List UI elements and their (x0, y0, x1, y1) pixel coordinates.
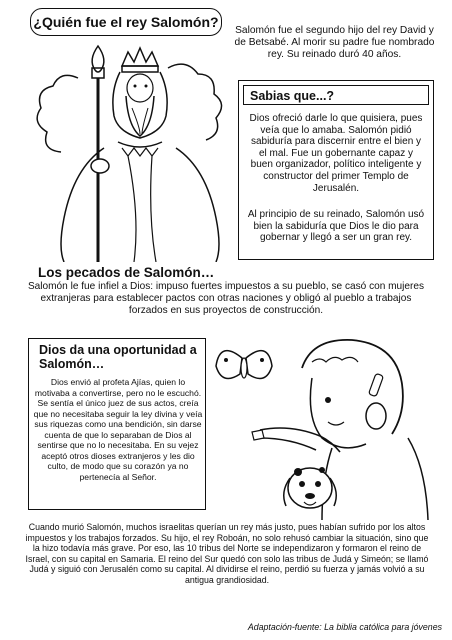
sabias-que-paragraph-1: Dios ofreció darle lo que quisiera, pues veía que lo amaba. Salomón pidió sabiduría para discernir entre el bien y el mal. Fue un gobernante capaz y buen organizador, político inteligente y constructor del primer Templo de Jerusalén. (249, 113, 423, 194)
pecados-heading: Los pecados de Salomón… (38, 265, 215, 280)
oportunidad-body: Dios envió al profeta Ajías, quien lo motivaba a convertirse, pero no le escuchó. Se sentía el único juez de sus actos, creía que no necesitaba seguir la ley divina y veía sus riquezas como una bendición, sin darse cuenta de que lo separaban de Dios al sentirse que no lo necesitaba. En su vejez aceptó otros dioses extranjeros y les dio culto, de modo que su corazón ya no pertenecía al Señor. (33, 377, 203, 482)
king-solomon-illustration (18, 38, 238, 262)
source-credit: Adaptación-fuente: La biblia católica para jóvenes (247, 622, 442, 632)
sabias-que-heading: Sabias que...? (243, 85, 429, 105)
oportunidad-heading: Dios da una oportunidad a Salomón… (39, 343, 197, 371)
sabias-que-paragraph-2: Al principio de su reinado, Salomón usó bien la sabiduría que Dios le dio para gobernar y llegó a ser un gran rey. (247, 209, 425, 244)
child-butterfly-dog-illustration (212, 338, 436, 520)
oportunidad-box (28, 338, 206, 510)
page-title: ¿Quién fue el rey Salomón? (30, 8, 222, 36)
intro-text: Salomón fue el segundo hijo del rey David y de Betsabé. Al morir su padre fue nombrado rey. Su reinado duró 40 años. (234, 25, 435, 61)
closing-paragraph: Cuando murió Salomón, muchos israelitas querían un rey más justo, pues habían sufrido por los altos impuestos y los trabajos forzados. Su hijo, el rey Roboán, no solo rehusó cambiar la situación, sino que la hizo todavía más grave. Por eso, las 10 tribus del Norte se independizaron y formaron el reino de Israel, con su capital en Samaria. El reino del Sur quedó con solo las tribus de Judá y Simeón; se llamó Judá y siguió con Jerusalén como su capital. Al dividirse el reino, perdió su fuerza y jamás volvió a su antigua grandiosidad. (25, 522, 429, 585)
sabias-que-box (238, 80, 434, 260)
pecados-body: Salomón le fue infiel a Dios: impuso fuertes impuestos a su pueblo, se casó con mujeres extranjeras para establecer pactos con otras naciones y obligó al pueblo a trabajos forzados en sus proyectos de construcción. (27, 281, 425, 316)
